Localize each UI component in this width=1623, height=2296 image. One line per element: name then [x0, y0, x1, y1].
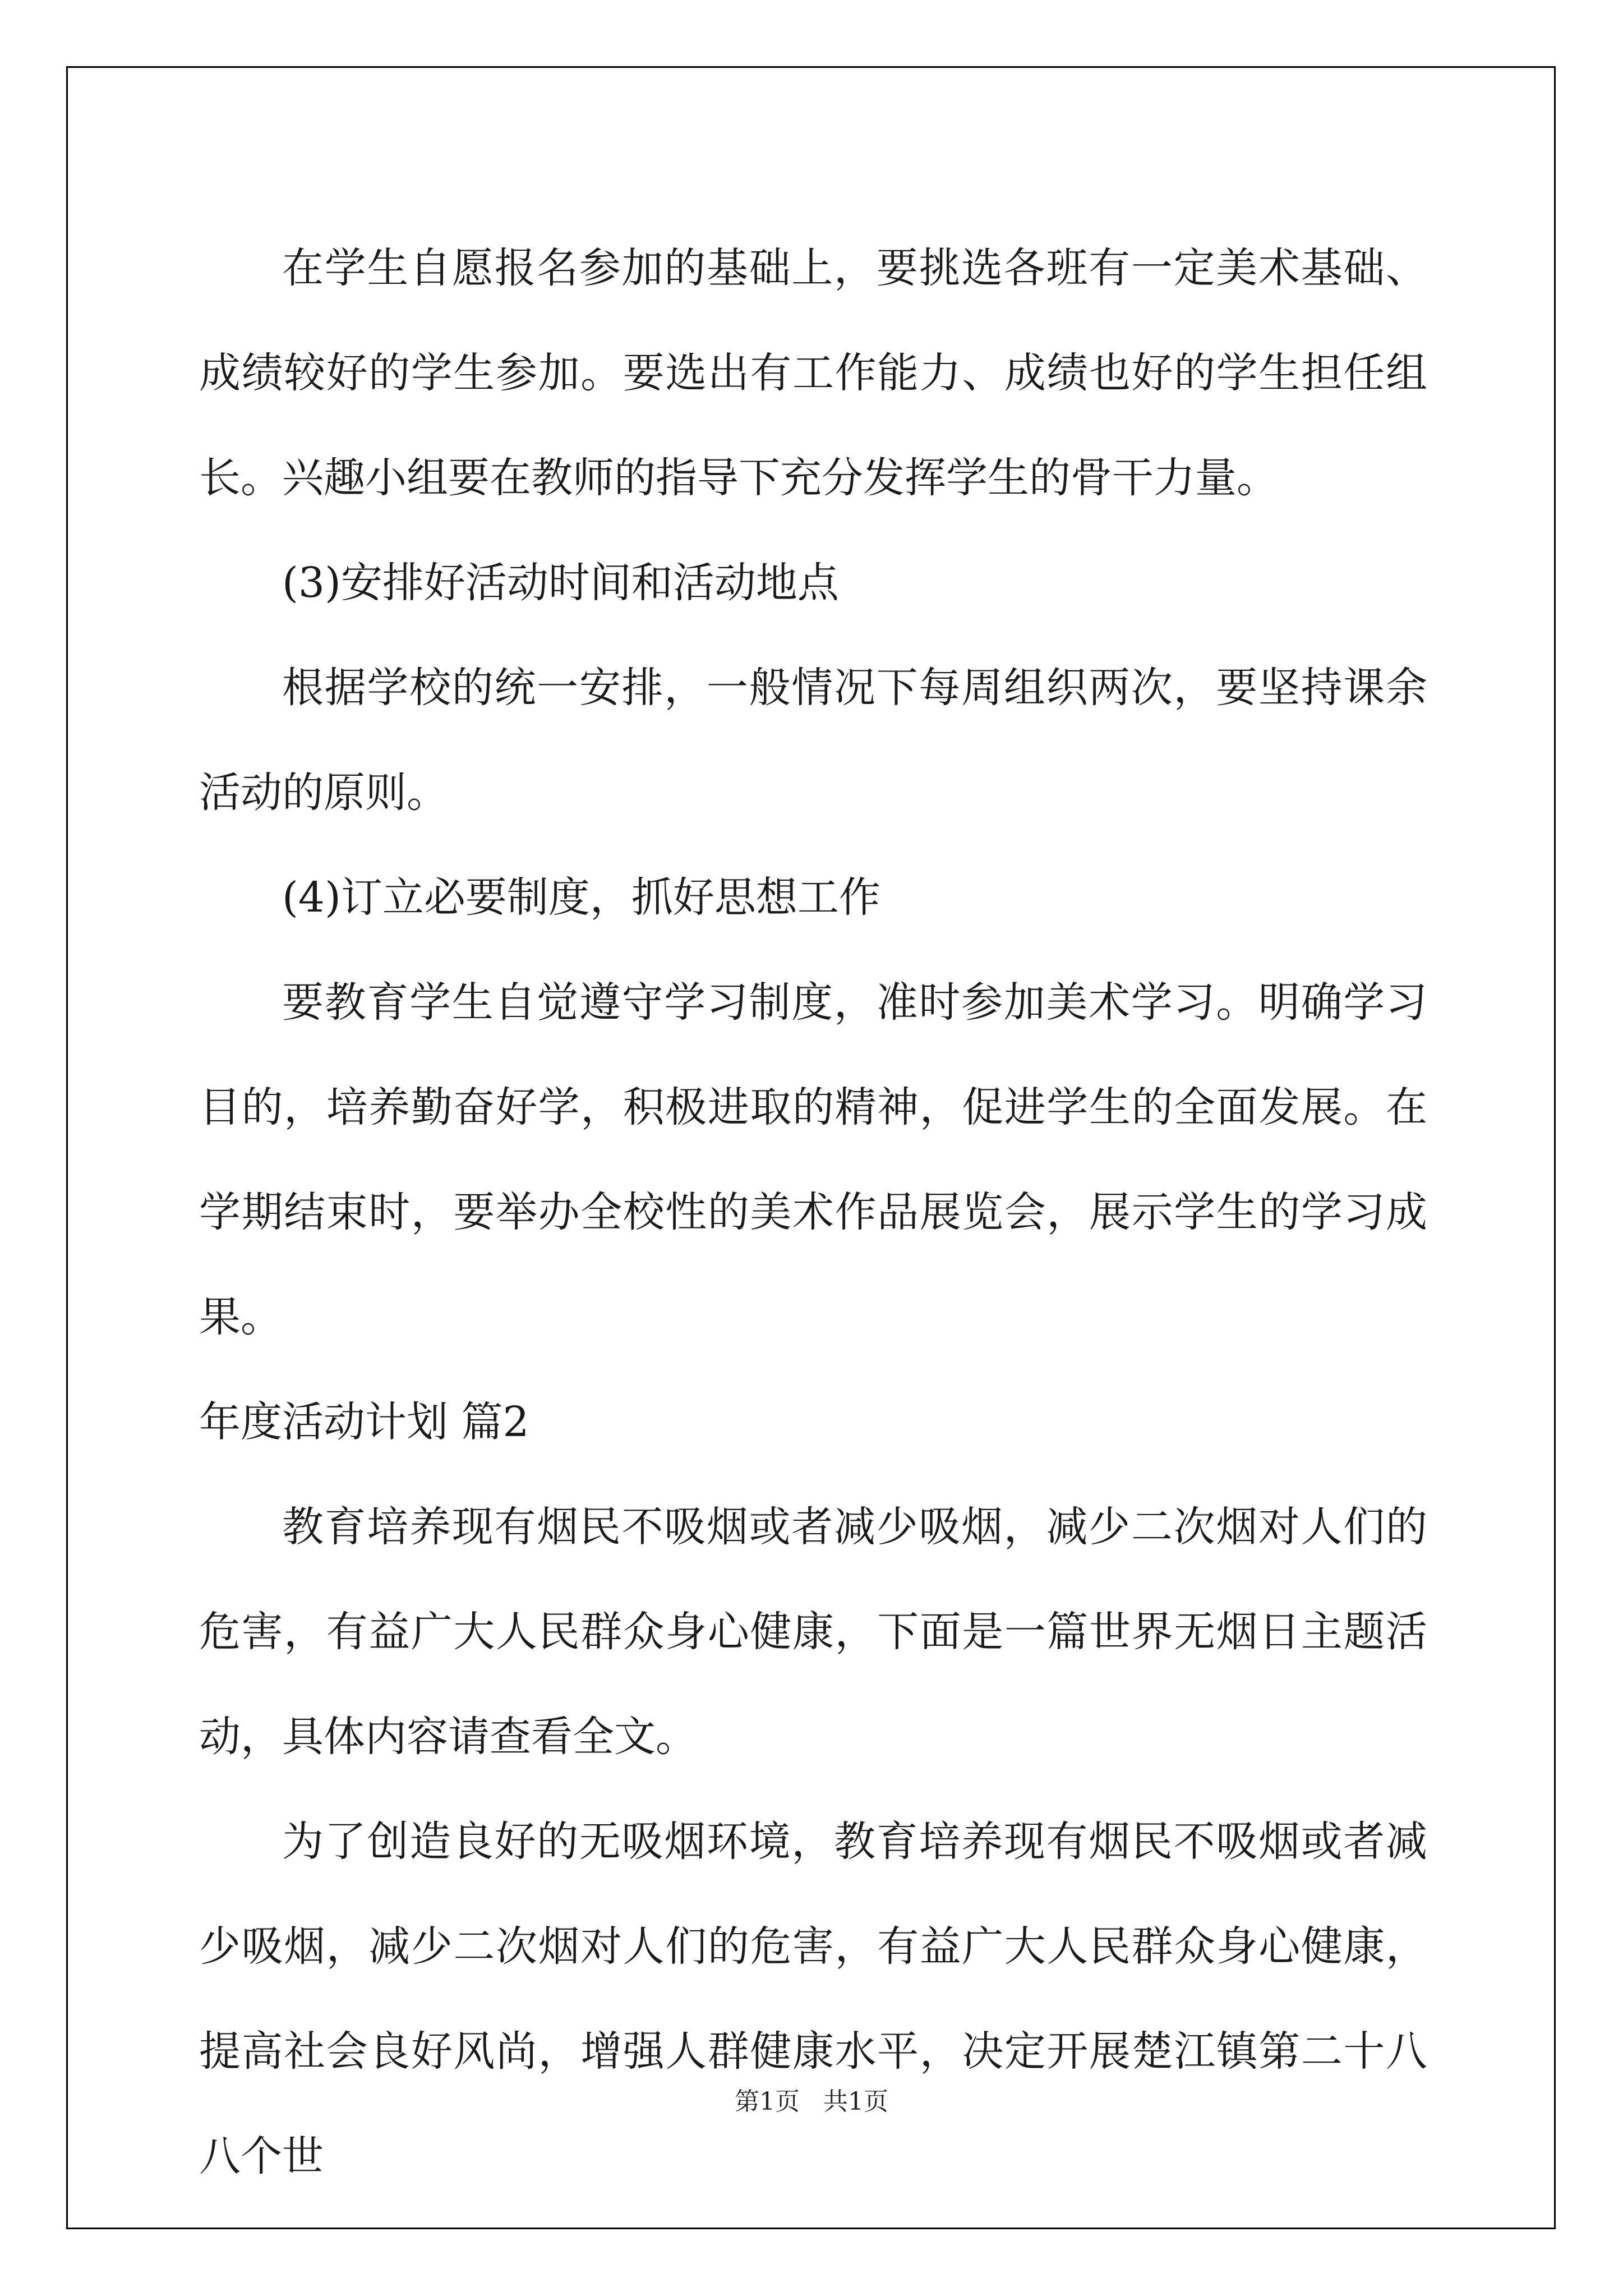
- section-heading: 年度活动计划 篇2: [199, 1398, 529, 1446]
- paragraph-schedule: 根据学校的统一安排，一般情况下每周组织两次，要坚持课余活动的原则。: [199, 664, 1427, 817]
- document-body: [199, 216, 1427, 2209]
- paragraph-intro: 教育培养现有烟民不吸烟或者减少吸烟，减少二次烟对人们的危害，有益广大人民群众身心健康，下面是一篇世界无烟日主题活动，具体内容请查看全文。: [199, 1503, 1427, 1761]
- paragraph-selection-criteria: 在学生自愿报名参加的基础上，要挑选各班有一定美术基础、成绩较好的学生参加。要选出有工作能力、成绩也好的学生担任组长。兴趣小组要在教师的指导下充分发挥学生的骨干力量。: [199, 244, 1427, 502]
- paragraph-purpose: 为了创造良好的无吸烟环境，教育培养现有烟民不吸烟或者减少吸烟，减少二次烟对人们的危害，有益广大人民群众身心健康，提高社会良好风尚，增强人群健康水平，决定开展楚江镇第二十八八个世: [199, 1818, 1427, 2180]
- page-number-footer: 第1页 共1页: [735, 2087, 888, 2116]
- paragraph-discipline: 要教育学生自觉遵守学习制度，准时参加美术学习。明确学习目的，培养勤奋好学，积极进取的精神，促进学生的全面发展。在学期结束时，要举办全校性的美术作品展览会，展示学生的学习成果。: [199, 978, 1427, 1341]
- paragraph-item-4-heading: (4)订立必要制度，抓好思想工作: [282, 873, 880, 922]
- paragraph-item-3-heading: (3)安排好活动时间和活动地点: [282, 559, 839, 607]
